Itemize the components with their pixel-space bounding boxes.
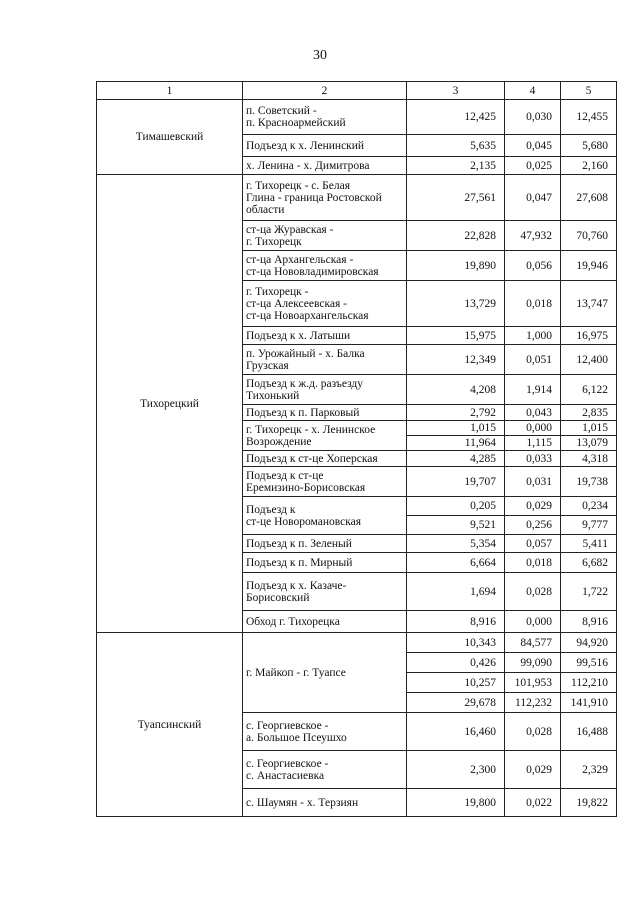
value-col3-cell: 2,792: [407, 405, 505, 421]
value-col5-cell: 141,910: [561, 693, 617, 713]
header-row: [97, 82, 617, 100]
value-col4-cell: 0,018: [505, 281, 561, 327]
value-col3-cell: 4,208: [407, 375, 505, 405]
value-col4-cell: 0,051: [505, 345, 561, 375]
header-cell: 4: [505, 82, 561, 100]
value-col3-cell: 12,425: [407, 100, 505, 135]
value-col4-cell: 84,577: [505, 633, 561, 653]
value-col5-cell: 2,160: [561, 157, 617, 175]
value-col5-cell: 6,122: [561, 375, 617, 405]
value-col5-cell: 99,516: [561, 653, 617, 673]
value-col5-cell: 16,488: [561, 713, 617, 751]
value-col5-cell: 9,777: [561, 516, 617, 535]
value-col4-cell: 99,090: [505, 653, 561, 673]
header-cell: 3: [407, 82, 505, 100]
header-cell: 5: [561, 82, 617, 100]
road-name-cell: Подъезд к х. Казаче- Борисовский: [243, 573, 407, 611]
road-name-cell: п. Советский - п. Красноармейский: [243, 100, 407, 135]
value-col3-cell: 0,205: [407, 497, 505, 516]
value-col5-cell: 2,329: [561, 751, 617, 789]
value-col4-cell: 1,000: [505, 327, 561, 345]
value-col4-cell: 0,043: [505, 405, 561, 421]
value-col3-cell: 27,561: [407, 175, 505, 221]
value-col4-cell: 0,018: [505, 553, 561, 573]
value-col4-cell: 0,028: [505, 713, 561, 751]
value-col3-cell: 10,343: [407, 633, 505, 653]
header-cell: 2: [243, 82, 407, 100]
value-col3-cell: 15,975: [407, 327, 505, 345]
value-col5-cell: 5,411: [561, 535, 617, 553]
value-col5-cell: 70,760: [561, 221, 617, 251]
value-col4-cell: 0,256: [505, 516, 561, 535]
value-col4-cell: 0,030: [505, 100, 561, 135]
road-name-cell: Подъезд к ст-це Хоперская: [243, 451, 407, 467]
road-name-cell: Подъезд к п. Парковый: [243, 405, 407, 421]
road-table: [96, 81, 617, 817]
value-col4-cell: 0,029: [505, 497, 561, 516]
value-col4-cell: 0,022: [505, 789, 561, 817]
value-col4-cell: 101,953: [505, 673, 561, 693]
value-col3-cell: 10,257: [407, 673, 505, 693]
value-col3-cell: 5,635: [407, 135, 505, 157]
value-col5-cell: 12,455: [561, 100, 617, 135]
road-name-cell: х. Ленина - х. Димитрова: [243, 157, 407, 175]
value-col4-cell: 0,029: [505, 751, 561, 789]
table-row: [97, 175, 617, 221]
value-col5-cell: 19,946: [561, 251, 617, 281]
value-col3-cell: 6,664: [407, 553, 505, 573]
value-col4-cell: 0,045: [505, 135, 561, 157]
value-col5-cell: 5,680: [561, 135, 617, 157]
value-col5-cell: 112,210: [561, 673, 617, 693]
value-col3-cell: 22,828: [407, 221, 505, 251]
value-col5-cell: 2,835: [561, 405, 617, 421]
value-col3-cell: 13,729: [407, 281, 505, 327]
value-col4-cell: 0,000: [505, 611, 561, 633]
value-col3-cell: 9,521: [407, 516, 505, 535]
value-col3-cell: 0,426: [407, 653, 505, 673]
value-col5-cell: 8,916: [561, 611, 617, 633]
value-col5-cell: 13,079: [561, 436, 617, 451]
value-col3-cell: 29,678: [407, 693, 505, 713]
road-name-cell: Подъезд к п. Мирный: [243, 553, 407, 573]
road-name-cell: с. Шаумян - х. Терзиян: [243, 789, 407, 817]
district-cell: Тимашевский: [97, 100, 243, 175]
value-col4-cell: 0,047: [505, 175, 561, 221]
value-col3-cell: 16,460: [407, 713, 505, 751]
value-col3-cell: 19,800: [407, 789, 505, 817]
value-col5-cell: 27,608: [561, 175, 617, 221]
value-col5-cell: 4,318: [561, 451, 617, 467]
district-cell: Туапсинский: [97, 633, 243, 817]
table-body: [97, 100, 617, 817]
value-col3-cell: 19,707: [407, 467, 505, 497]
value-col4-cell: 112,232: [505, 693, 561, 713]
value-col5-cell: 1,722: [561, 573, 617, 611]
road-name-cell: с. Георгиевское - а. Большое Псеушхо: [243, 713, 407, 751]
road-name-cell: Подъезд к ст-це Еремизино-Борисовская: [243, 467, 407, 497]
road-name-cell: п. Урожайный - х. Балка Грузская: [243, 345, 407, 375]
value-col4-cell: 0,000: [505, 421, 561, 436]
table-row: [97, 100, 617, 135]
value-col5-cell: 13,747: [561, 281, 617, 327]
road-name-cell: г. Тихорецк - х. Ленинское Возрождение: [243, 421, 407, 451]
road-name-cell: Подъезд к п. Зеленый: [243, 535, 407, 553]
value-col4-cell: 0,025: [505, 157, 561, 175]
value-col3-cell: 1,694: [407, 573, 505, 611]
road-name-cell: г. Тихорецк - с. Белая Глина - граница Ростовской области: [243, 175, 407, 221]
road-name-cell: Подъезд к ст-це Новоромановская: [243, 497, 407, 535]
table-row: [97, 633, 617, 653]
value-col3-cell: 2,300: [407, 751, 505, 789]
value-col4-cell: 0,057: [505, 535, 561, 553]
road-name-cell: ст-ца Архангельская - ст-ца Нововладимировская: [243, 251, 407, 281]
value-col3-cell: 19,890: [407, 251, 505, 281]
road-name-cell: Подъезд к х. Ленинский: [243, 135, 407, 157]
district-cell: Тихорецкий: [97, 175, 243, 633]
header-cell: 1: [97, 82, 243, 100]
road-name-cell: г. Тихорецк - ст-ца Алексеевская - ст-ца Новоархангельская: [243, 281, 407, 327]
road-name-cell: Обход г. Тихорецка: [243, 611, 407, 633]
value-col3-cell: 5,354: [407, 535, 505, 553]
page-number: 30: [313, 48, 327, 63]
value-col4-cell: 0,056: [505, 251, 561, 281]
value-col3-cell: 8,916: [407, 611, 505, 633]
road-name-cell: с. Георгиевское - с. Анастасиевка: [243, 751, 407, 789]
value-col3-cell: 11,964: [407, 436, 505, 451]
road-name-cell: г. Майкоп - г. Туапсе: [243, 633, 407, 713]
value-col4-cell: 47,932: [505, 221, 561, 251]
road-name-cell: Подъезд к х. Латыши: [243, 327, 407, 345]
road-name-cell: Подъезд к ж.д. разъезду Тихонький: [243, 375, 407, 405]
value-col3-cell: 1,015: [407, 421, 505, 436]
value-col5-cell: 16,975: [561, 327, 617, 345]
value-col5-cell: 0,234: [561, 497, 617, 516]
value-col4-cell: 0,028: [505, 573, 561, 611]
value-col5-cell: 6,682: [561, 553, 617, 573]
value-col5-cell: 1,015: [561, 421, 617, 436]
value-col4-cell: 0,031: [505, 467, 561, 497]
value-col3-cell: 4,285: [407, 451, 505, 467]
value-col5-cell: 94,920: [561, 633, 617, 653]
value-col5-cell: 19,738: [561, 467, 617, 497]
value-col4-cell: 0,033: [505, 451, 561, 467]
road-name-cell: ст-ца Журавская - г. Тихорецк: [243, 221, 407, 251]
value-col3-cell: 12,349: [407, 345, 505, 375]
value-col4-cell: 1,914: [505, 375, 561, 405]
value-col5-cell: 12,400: [561, 345, 617, 375]
value-col3-cell: 2,135: [407, 157, 505, 175]
value-col5-cell: 19,822: [561, 789, 617, 817]
value-col4-cell: 1,115: [505, 436, 561, 451]
